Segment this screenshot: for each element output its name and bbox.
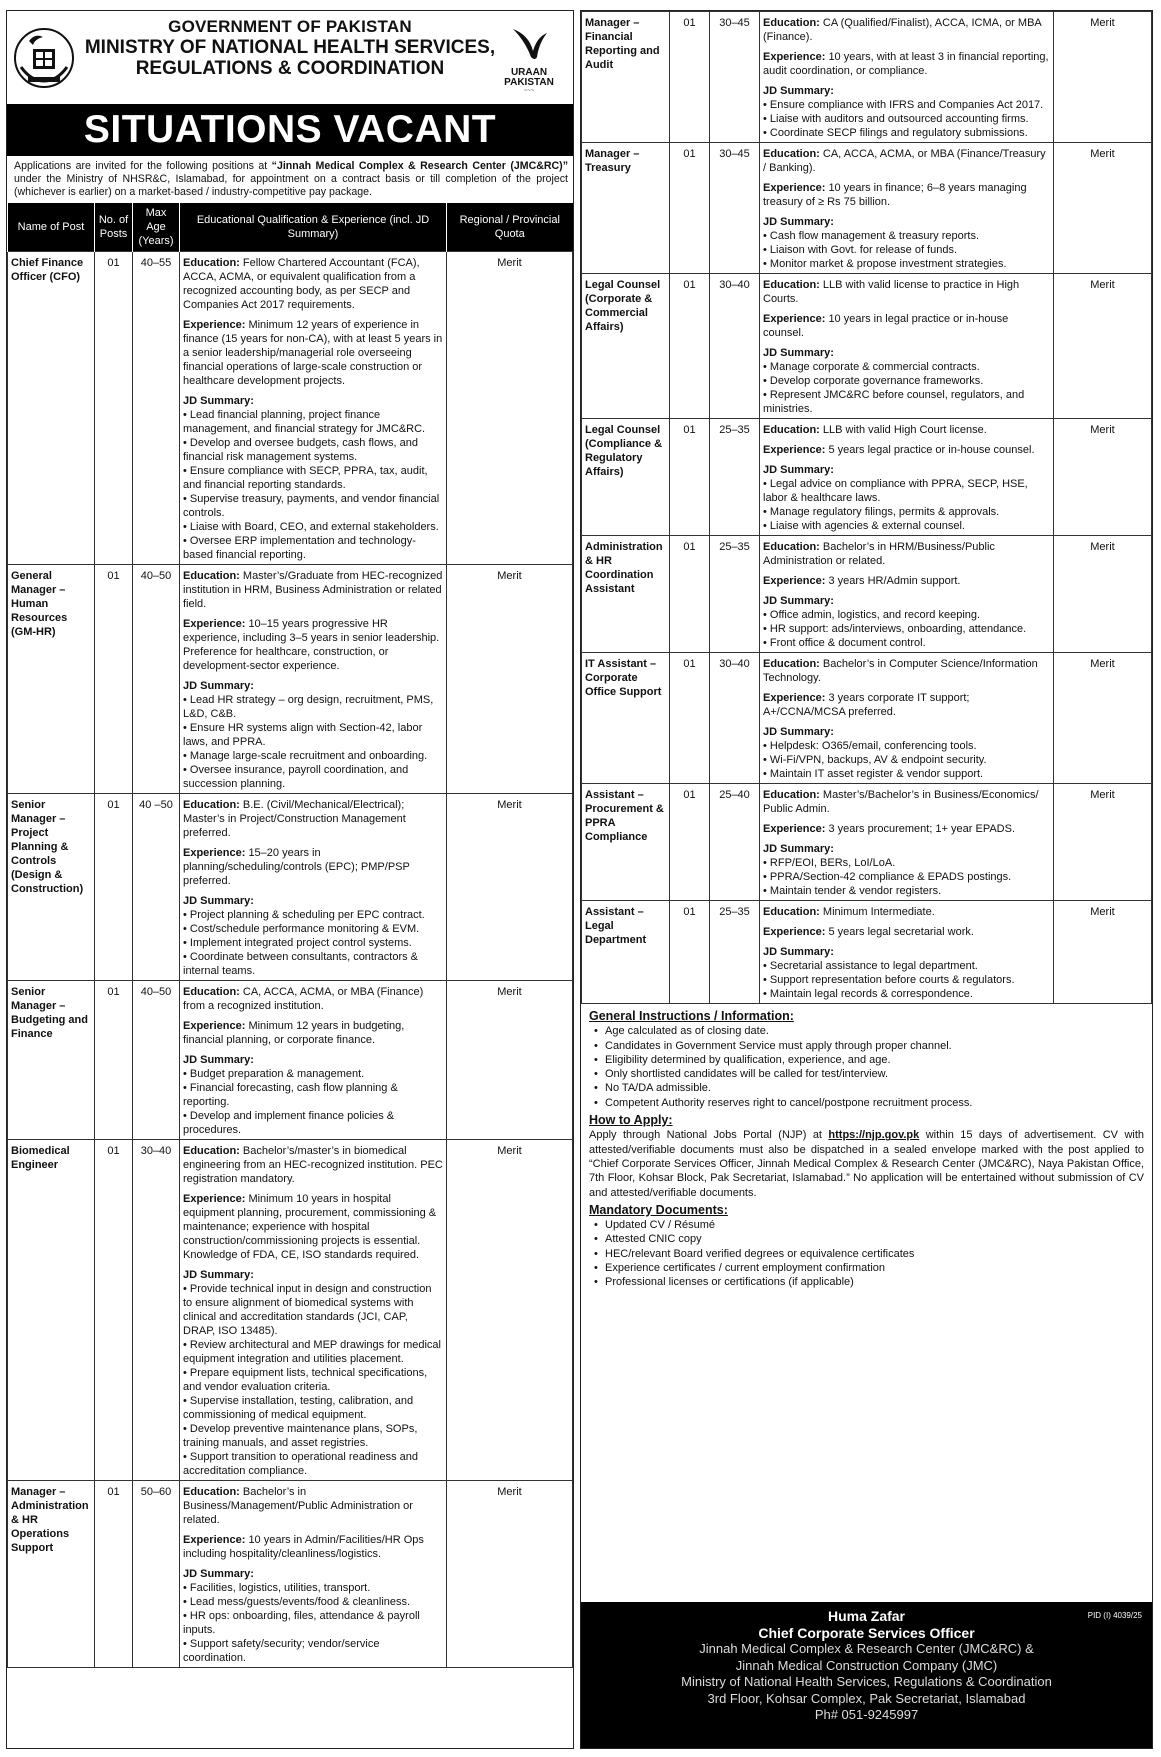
header-max-age: Max Age (Years) [133, 203, 180, 252]
post-experience: 10 years in finance; 6–8 years managing treasury of ≥ Rs 75 billion. [763, 182, 1027, 208]
jd-item: • Ensure compliance with SECP, PPRA, tax, audit, and financial reporting standards. [183, 465, 428, 491]
post-count: 01 [670, 653, 710, 784]
post-quota: Merit [447, 1481, 573, 1668]
post-qualification: Education: Bachelor’s in Computer Science/Information Technology. Experience: 3 years corporate IT support; A+/CCNA/MCSA preferred. JD Summary: • Helpdesk: O365/email, conferencing tools. • Wi-Fi/VPN, backups, AV & endpoint security. • Maintain IT asset register & vendor support. [760, 653, 1054, 784]
jd-item: • Secretarial assistance to legal department. [763, 960, 978, 972]
jd-item: • Supervise installation, testing, calibration, and commissioning of medical equipment. [183, 1395, 414, 1421]
post-row [582, 901, 1152, 1004]
post-experience: 3 years HR/Admin support. [828, 575, 961, 587]
jd-item: • Develop corporate governance frameworks. [763, 375, 984, 387]
post-education: Fellow Chartered Accountant (FCA), ACCA, ACMA, or equivalent qualification from a recognized accounting body, as per SECP and Companies Act 2017 requirements. [183, 257, 420, 311]
post-qualification: Education: Bachelor’s in Business/Management/Public Administration or related. Experience: 10 years in Admin/Facilities/HR Ops including hospitality/cleanliness/logistics. JD Summary: • Facilities, logistics, utilities, transport. • Lead mess/guests/events/food & cleanliness. • HR ops: onboarding, files, attendance & payroll inputs. • Support safety/security; vendor/service coordination. [180, 1481, 447, 1668]
list-item: • Competent Authority reserves right to cancel/postpone recruitment process. [589, 1096, 1144, 1110]
post-max-age: 30–45 [710, 143, 760, 274]
post-quota: Merit [1054, 12, 1152, 143]
post-row [582, 143, 1152, 274]
post-education: Minimum Intermediate. [822, 906, 935, 918]
post-name: Assistant – Legal Department [582, 901, 670, 1004]
post-row [8, 794, 573, 981]
jd-item: • Represent JMC&RC before counsel, regulators, and ministries. [763, 389, 1025, 415]
post-max-age: 25–35 [710, 901, 760, 1004]
jd-item: • Prepare equipment lists, technical specifications, and vendor evaluation criteria. [183, 1367, 428, 1393]
mandatory-documents-title: Mandatory Documents: [589, 1202, 728, 1217]
left-posts-table [7, 203, 573, 1668]
uraan-bird-icon [509, 25, 549, 61]
jd-item: • Legal advice on compliance with PPRA, SECP, HSE, labor & healthcare laws. [763, 478, 1028, 504]
post-qualification: Education: Fellow Chartered Accountant (FCA), ACCA, ACMA, or equivalent qualification from a recognized accounting body, as per SECP and Companies Act 2017 requirements. Experience: Minimum 12 years of experience in finance (15 years for non-CA), with at least 5 years in a senior leadership/managerial role overseeing financial operations of large-scale construction or healthcare development projects. JD Summary: • Lead financial planning, project finance management, and financial strategy for JMC&RC. • Develop and oversee budgets, cash flows, and financial risk management systems. • Ensure compliance with SECP, PPRA, tax, audit, and financial reporting standards. • Supervise treasury, payments, and vendor financial controls. • Liaise with Board, CEO, and external stakeholders. • Oversee ERP implementation and technology-based financial reporting. [180, 252, 447, 565]
post-row [582, 274, 1152, 419]
list-item: • No TA/DA admissible. [589, 1081, 1144, 1095]
post-education: Bachelor’s/master’s in biomedical engineering from an HEC-recognized institution. PEC registration mandatory. [183, 1145, 443, 1185]
general-instructions [581, 1004, 1152, 1290]
right-posts-table [581, 11, 1152, 1004]
post-experience: 5 years legal secretarial work. [828, 926, 974, 938]
jd-item: • Project planning & scheduling per EPC contract. [183, 909, 425, 921]
post-row [8, 981, 573, 1140]
post-count: 01 [95, 565, 133, 794]
post-quota: Merit [1054, 901, 1152, 1004]
header-no-of-posts: No. of Posts [95, 203, 133, 252]
post-qualification: Education: Bachelor’s/master’s in biomedical engineering from an HEC-recognized institution. PEC registration mandatory. Experience: Minimum 10 years in hospital equipment planning, procurement, commissioning & maintenance; experience with hospital construction/commissioning projects is essential. Knowledge of FDA, CE, ISO standards required. JD Summary: • Provide technical input in design and construction to ensure alignment of biomedical systems with clinical and accreditation standards (JCI, CAP, DRAP, ISO 13485). • Review architectural and MEP drawings for medical equipment integration and utilities placement. • Prepare equipment lists, technical specifications, and vendor evaluation criteria. • Supervise installation, testing, calibration, and commissioning of medical equipment. • Develop preventive maintenance plans, SOPs, training manuals, and asset registries. • Support transition to operational readiness and accreditation compliance. [180, 1140, 447, 1481]
post-qualification: Education: Master’s/Graduate from HEC-recognized institution in HRM, Business Administration or related field. Experience: 10–15 years progressive HR experience, including 3–5 years in senior leadership. Preference for healthcare, construction, or development-sector experience. JD Summary: • Lead HR strategy – org design, recruitment, PMS, L&D, C&B. • Ensure HR systems align with Section-42, labor laws, and PPRA. • Manage large-scale recruitment and onboarding. • Oversee insurance, payroll coordination, and succession planning. [180, 565, 447, 794]
post-name: Legal Counsel (Corporate & Commercial Affairs) [582, 274, 670, 419]
post-experience: 15–20 years in planning/scheduling/controls (EPC); PMP/PSP preferred. [183, 847, 410, 887]
signatory-footer [581, 1602, 1152, 1748]
jd-item: • Support safety/security; vendor/service coordination. [183, 1638, 380, 1664]
list-item: • HEC/relevant Board verified degrees or equivalence certificates [589, 1247, 1144, 1261]
post-qualification: Education: LLB with valid High Court license. Experience: 5 years legal practice or in-house counsel. JD Summary: • Legal advice on compliance with PPRA, SECP, HSE, labor & healthcare laws. • Manage regulatory filings, permits & approvals. • Liaise with agencies & external counsel. [760, 419, 1054, 536]
list-item: • Eligibility determined by qualification, experience, and age. [589, 1053, 1144, 1067]
post-row [8, 252, 573, 565]
post-education: Master’s/Graduate from HEC-recognized institution in HRM, Business Administration or related field. [183, 570, 443, 610]
post-max-age: 40–50 [133, 981, 180, 1140]
post-quota: Merit [447, 252, 573, 565]
post-max-age: 30–40 [710, 653, 760, 784]
state-emblem-icon [13, 27, 75, 89]
jd-item: • Liaise with agencies & external counsel. [763, 520, 965, 532]
jd-item: • Implement integrated project control systems. [183, 937, 412, 949]
post-experience: 5 years legal practice or in-house counsel. [828, 444, 1035, 456]
jd-item: • Liaise with auditors and outsourced accounting firms. [763, 113, 1029, 125]
right-column [580, 10, 1153, 1749]
jd-item: • HR ops: onboarding, files, attendance & payroll inputs. [183, 1610, 420, 1636]
post-name: General Manager – Human Resources (GM-HR) [8, 565, 95, 794]
government-title: GOVERNMENT OF PAKISTAN [168, 17, 412, 36]
jd-item: • Manage regulatory filings, permits & approvals. [763, 506, 1000, 518]
general-instructions-title: General Instructions / Information: [589, 1009, 794, 1023]
post-max-age: 30–40 [133, 1140, 180, 1481]
jd-item: • Lead HR strategy – org design, recruitment, PMS, L&D, C&B. [183, 694, 434, 720]
post-max-age: 30–45 [710, 12, 760, 143]
post-quota: Merit [447, 794, 573, 981]
post-experience: 10 years in legal practice or in-house counsel. [763, 313, 1009, 339]
jd-item: • PPRA/Section-42 compliance & EPADS postings. [763, 871, 1012, 883]
jd-item: • Develop preventive maintenance plans, SOPs, training manuals, and asset registries. [183, 1423, 418, 1449]
post-count: 01 [670, 901, 710, 1004]
post-count: 01 [670, 784, 710, 901]
post-education: CA (Qualified/Finalist), ACCA, ICMA, or MBA (Finance). [763, 17, 1042, 43]
jd-item: • Cash flow management & treasury reports. [763, 230, 980, 242]
jd-item: • Maintain IT asset register & vendor support. [763, 768, 984, 780]
post-row [582, 419, 1152, 536]
post-row [8, 1481, 573, 1668]
post-max-age: 25–35 [710, 419, 760, 536]
general-instructions-list [589, 1024, 1144, 1110]
njp-link[interactable]: https://njp.gov.pk [828, 1129, 920, 1142]
list-item: • Experience certificates / current employment confirmation [589, 1261, 1144, 1275]
post-count: 01 [95, 981, 133, 1140]
post-name: Chief Finance Officer (CFO) [8, 252, 95, 565]
post-name: Biomedical Engineer [8, 1140, 95, 1481]
post-quota: Merit [1054, 274, 1152, 419]
jd-item: • Ensure HR systems align with Section-42, labor laws, and PPRA. [183, 722, 423, 748]
post-education: LLB with valid High Court license. [822, 424, 987, 436]
jd-item: • HR support: ads/interviews, onboarding, attendance. [763, 623, 1027, 635]
list-item: • Candidates in Government Service must apply through proper channel. [589, 1039, 1144, 1053]
post-count: 01 [670, 12, 710, 143]
post-qualification: Education: CA, ACCA, ACMA, or MBA (Finance) from a recognized institution. Experience: Minimum 12 years in budgeting, financial planning, or corporate finance. JD Summary: • Budget preparation & management. • Financial forecasting, cash flow planning & reporting. • Develop and implement finance policies & procedures. [180, 981, 447, 1140]
post-quota: Merit [1054, 419, 1152, 536]
post-quota: Merit [1054, 536, 1152, 653]
jd-item: • Lead mess/guests/events/food & cleanliness. [183, 1596, 411, 1608]
post-name: Senior Manager – Budgeting and Finance [8, 981, 95, 1140]
jd-item: • Supervise treasury, payments, and vendor financial controls. [183, 493, 440, 519]
post-count: 01 [670, 536, 710, 653]
jd-item: • Provide technical input in design and construction to ensure alignment of biomedical systems with clinical and accreditation standards (JCI, CAP, DRAP, ISO 13485). [183, 1283, 432, 1337]
post-experience: Minimum 12 years in budgeting, financial planning, or corporate finance. [183, 1020, 405, 1046]
list-item: • Updated CV / Résumé [589, 1218, 1144, 1232]
how-to-apply-title: How to Apply: [589, 1113, 673, 1128]
jd-item: • Oversee ERP implementation and technology-based financial reporting. [183, 535, 416, 561]
jd-item: • Front office & document control. [763, 637, 926, 649]
post-experience: 3 years procurement; 1+ year EPADS. [828, 823, 1016, 835]
jd-item: • Maintain legal records & correspondence. [763, 988, 973, 1000]
post-max-age: 40–50 [133, 565, 180, 794]
post-qualification: Education: CA (Qualified/Finalist), ACCA, ICMA, or MBA (Finance). Experience: 10 years, with at least 3 in financial reporting, audit coordination, or compliance. JD Summary: • Ensure compliance with IFRS and Companies Act 2017. • Liaise with auditors and outsourced accounting firms. • Coordinate SECP filings and regulatory submissions. [760, 12, 1054, 143]
list-item: • Age calculated as of closing date. [589, 1024, 1144, 1038]
post-row [582, 536, 1152, 653]
mandatory-documents-list [589, 1218, 1144, 1289]
left-column [6, 10, 574, 1749]
ministry-title-1: MINISTRY OF NATIONAL HEALTH SERVICES, [84, 37, 496, 58]
jd-item: • Support transition to operational readiness and accreditation compliance. [183, 1451, 419, 1477]
post-qualification: Education: CA, ACCA, ACMA, or MBA (Finance/Treasury / Banking). Experience: 10 years in finance; 6–8 years managing treasury of ≥ Rs 75 billion. JD Summary: • Cash flow management & treasury reports. • Liaison with Govt. for release of funds. • Monitor market & propose investment strategies. [760, 143, 1054, 274]
post-education: CA, ACCA, ACMA, or MBA (Finance) from a recognized institution. [183, 986, 424, 1012]
jd-item: • Manage large-scale recruitment and onboarding. [183, 750, 428, 762]
post-quota: Merit [1054, 143, 1152, 274]
intro-text: Applications are invited for the following positions at “Jinnah Medical Complex & Research Center (JMC&RC)” under the Ministry of NHSR&C, Islamabad, for appointment on a contract basis or till completion of the project (whichever is earlier) on a market-based / industry-competitive pay package. [14, 160, 568, 198]
header [7, 17, 573, 104]
post-row [582, 12, 1152, 143]
post-experience: 10 years, with at least 3 in financial reporting, audit coordination, or compliance. [763, 51, 1049, 77]
jd-item: • RFP/EOI, BERs, LoI/LoA. [763, 857, 896, 869]
post-name: Administration & HR Coordination Assistant [582, 536, 670, 653]
jd-item: • Office admin, logistics, and record keeping. [763, 609, 981, 621]
post-education: Master’s/Bachelor’s in Business/Economics/ Public Admin. [763, 789, 1039, 815]
post-experience: 3 years corporate IT support; A+/CCNA/MCSA preferred. [763, 692, 970, 718]
jd-item: • Review architectural and MEP drawings for medical equipment integration and utilities placement. [183, 1339, 441, 1365]
header-name-of-post: Name of Post [8, 203, 95, 252]
post-name: IT Assistant – Corporate Office Support [582, 653, 670, 784]
post-experience: Minimum 10 years in hospital equipment planning, procurement, commissioning & maintenance; experience with hospital construction/commissioning projects is essential. Knowledge of FDA, CE, ISO standards required. [183, 1193, 437, 1261]
jd-item: • Ensure compliance with IFRS and Companies Act 2017. [763, 99, 1044, 111]
post-experience: 10 years in Admin/Facilities/HR Ops including hospitality/cleanliness/logistics. [183, 1534, 424, 1560]
jd-item: • Lead financial planning, project finance management, and financial strategy for JMC&RC. [183, 409, 426, 435]
post-row [582, 653, 1152, 784]
header-qualification: Educational Qualification & Experience (incl. JD Summary) [180, 203, 447, 252]
post-count: 01 [95, 252, 133, 565]
post-qualification: Education: Bachelor’s in HRM/Business/Public Administration or related. Experience: 3 years HR/Admin support. JD Summary: • Office admin, logistics, and record keeping. • HR support: ads/interviews, onboarding, attendance. • Front office & document control. [760, 536, 1054, 653]
jd-item: • Financial forecasting, cash flow planning & reporting. [183, 1082, 398, 1108]
post-education: Bachelor’s in Computer Science/Information Technology. [763, 658, 1038, 684]
signatory-designation: Chief Corporate Services Officer [758, 1624, 975, 1641]
post-qualification: Education: Master’s/Bachelor’s in Business/Economics/ Public Admin. Experience: 3 years procurement; 1+ year EPADS. JD Summary: • RFP/EOI, BERs, LoI/LoA. • PPRA/Section-42 compliance & EPADS postings. • Maintain tender & vendor registers. [760, 784, 1054, 901]
list-item: • Only shortlisted candidates will be called for test/interview. [589, 1067, 1144, 1081]
post-quota: Merit [447, 981, 573, 1140]
post-experience: 10–15 years progressive HR experience, including 3–5 years in senior leadership. Preference for healthcare, construction, or development-sector experience. [183, 618, 440, 672]
post-name: Manager – Administration & HR Operations Support [8, 1481, 95, 1668]
jd-item: • Budget preparation & management. [183, 1068, 365, 1080]
situations-vacant-banner: SITUATIONS VACANT [7, 104, 573, 156]
how-to-apply-text: Apply through National Jobs Portal (NJP) at https://njp.gov.pk within 15 days of advertisement. CV with attested/verifiable documents must also be dispatched in a sealed envelope marked with the post applied to “Chief Corporate Services Officer, Jinnah Medical Complex & Research Center (JMC&RC), Naya Pakistan Office, 7th Floor, Kohsar Block, Pak Secretariat, Islamabad.” No application will be entertained without submission of CV and attested/verifiable documents. [589, 1129, 1144, 1199]
post-row [8, 565, 573, 794]
post-name: Legal Counsel (Compliance & Regulatory Affairs) [582, 419, 670, 536]
post-quota: Merit [1054, 653, 1152, 784]
jd-item: • Liaise with Board, CEO, and external stakeholders. [183, 521, 439, 533]
post-count: 01 [670, 143, 710, 274]
post-max-age: 30–40 [710, 274, 760, 419]
post-row [8, 1140, 573, 1481]
post-qualification: Education: Minimum Intermediate. Experience: 5 years legal secretarial work. JD Summary: • Secretarial assistance to legal department. • Support representation before courts & regulators. • Maintain legal records & correspondence. [760, 901, 1054, 1004]
post-max-age: 25–35 [710, 536, 760, 653]
header-quota: Regional / Provincial Quota [447, 203, 573, 252]
jd-item: • Liaison with Govt. for release of funds. [763, 244, 958, 256]
post-count: 01 [95, 1481, 133, 1668]
post-max-age: 50–60 [133, 1481, 180, 1668]
list-item: • Attested CNIC copy [589, 1232, 1144, 1246]
post-row [582, 784, 1152, 901]
jd-item: • Manage corporate & commercial contracts. [763, 361, 980, 373]
jd-item: • Facilities, logistics, utilities, transport. [183, 1582, 371, 1594]
pid-number: PID (I) 4039/25 [1087, 1611, 1142, 1620]
post-count: 01 [95, 1140, 133, 1481]
jd-item: • Maintain tender & vendor registers. [763, 885, 942, 897]
post-name: Manager – Financial Reporting and Audit [582, 12, 670, 143]
signatory-address: Jinnah Medical Complex & Research Center (JMC&RC) & Jinnah Medical Construction Company (JMC) Ministry of National Health Services, Regulations & Coordination 3rd Floor, Kohsar Complex, Pak Secretariat, Islamabad Ph# 051-9245997 [681, 1641, 1052, 1722]
post-qualification: Education: B.E. (Civil/Mechanical/Electrical); Master’s in Project/Construction Management preferred. Experience: 15–20 years in planning/scheduling/controls (EPC); PMP/PSP preferred. JD Summary: • Project planning & scheduling per EPC contract. • Cost/schedule performance monitoring & EVM. • Implement integrated project control systems. • Coordinate between consultants, contractors & internal teams. [180, 794, 447, 981]
jd-item: • Develop and implement finance policies & procedures. [183, 1110, 395, 1136]
jd-item: • Cost/schedule performance monitoring & EVM. [183, 923, 420, 935]
ministry-title-2: REGULATIONS & COORDINATION [135, 58, 445, 79]
jd-item: • Support representation before courts & regulators. [763, 974, 1015, 986]
post-education: Bachelor’s in Business/Management/Public Administration or related. [183, 1486, 413, 1526]
jd-item: • Oversee insurance, payroll coordination, and succession planning. [183, 764, 409, 790]
post-count: 01 [670, 274, 710, 419]
organization-name: “Jinnah Medical Complex & Research Center (JMC&RC)” [271, 160, 568, 172]
post-experience: Minimum 12 years of experience in finance (15 years for non-CA), with at least 5 years in a senior leadership/managerial role overseeing financial operations of large-scale construction or healthcare development projects. [183, 319, 443, 387]
uraan-logo-text: URAAN PAKISTAN [504, 67, 554, 88]
post-max-age: 25–40 [710, 784, 760, 901]
jd-item: • Helpdesk: O365/email, conferencing tools. [763, 740, 977, 752]
signatory-name: Huma Zafar [827, 1608, 906, 1624]
post-max-age: 40 –50 [133, 794, 180, 981]
uraan-pakistan-logo: URAAN PAKISTAN ~~~ [497, 25, 561, 94]
post-education: B.E. (Civil/Mechanical/Electrical); Master’s in Project/Construction Management preferred. [183, 799, 406, 839]
post-name: Assistant – Procurement & PPRA Compliance [582, 784, 670, 901]
post-qualification: Education: LLB with valid license to practice in High Courts. Experience: 10 years in legal practice or in-house counsel. JD Summary: • Manage corporate & commercial contracts. • Develop corporate governance frameworks. • Represent JMC&RC before counsel, regulators, and ministries. [760, 274, 1054, 419]
post-education: LLB with valid license to practice in High Courts. [763, 279, 1020, 305]
jd-item: • Coordinate SECP filings and regulatory submissions. [763, 127, 1028, 139]
jd-item: • Develop and oversee budgets, cash flows, and financial risk management systems. [183, 437, 419, 463]
list-item: • Professional licenses or certifications (if applicable) [589, 1275, 1144, 1289]
post-count: 01 [95, 794, 133, 981]
post-quota: Merit [1054, 784, 1152, 901]
post-name: Manager – Treasury [582, 143, 670, 274]
post-education: Bachelor’s in HRM/Business/Public Administration or related. [763, 541, 995, 567]
jd-item: • Monitor market & propose investment strategies. [763, 258, 1007, 270]
post-count: 01 [670, 419, 710, 536]
post-quota: Merit [447, 1140, 573, 1481]
jd-item: • Wi-Fi/VPN, backups, AV & endpoint security. [763, 754, 987, 766]
post-quota: Merit [447, 565, 573, 794]
post-max-age: 40–55 [133, 252, 180, 565]
post-name: Senior Manager – Project Planning & Controls (Design & Construction) [8, 794, 95, 981]
jd-item: • Coordinate between consultants, contractors & internal teams. [183, 951, 418, 977]
post-education: CA, ACCA, ACMA, or MBA (Finance/Treasury / Banking). [763, 148, 1046, 174]
